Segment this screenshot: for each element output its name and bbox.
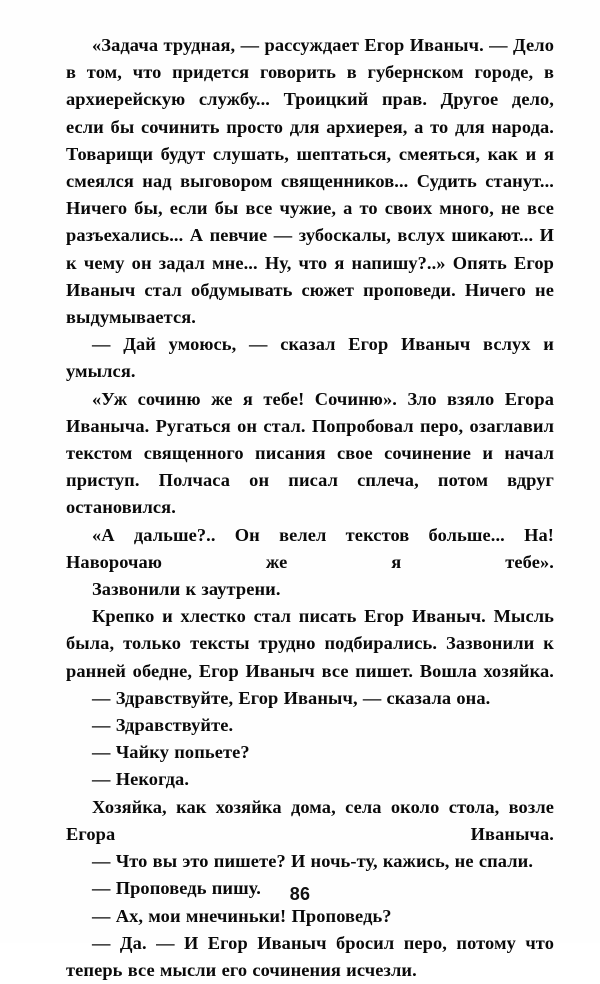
paragraph-9: — Чайку попьете? [92,742,250,763]
page-number: 86 [289,884,311,904]
paragraph-1: «Задача трудная, — рассуждает Егор Иваныч. — Дело в том, что придется говорить в губернском городе, в архиерейскую службу... Троицкий прав. Другое дело, если бы сочинить просто для архиерея, а то для народа. Товарищи будут слушать, шептаться, смеяться, как и я смеялся над выговором священников... Судить станут... Ничего бы, если бы все чужие, а то своих много, не все разъехались... А певчие — зубоскалы, вслух шикают... И к чему он задал мне... Ну, что я напишу?..» Опять Егор Иваныч стал обдумывать сюжет проповеди. Ничего не выдумывается. [66,35,554,328]
paragraph-12: — Что вы это пишете? И ночь-ту, кажись, не спали. [92,851,534,872]
paragraph-4: «А дальше?.. Он велел текстов больше... На! Наворочаю же я тебе». [66,524,554,572]
paragraph-2: — Дай умоюсь, — сказал Егор Иваныч вслух и умылся. [66,334,554,382]
page-text-column [66,32,554,984]
paragraph-7: — Здравствуйте, Егор Иваныч, — сказала она. [92,687,491,708]
paragraph-8: — Здравствуйте. [92,715,234,736]
paragraph-6: Крепко и хлестко стал писать Егор Иваныч. Мысль была, только тексты трудно подбирались. Зазвонили к ранней обедне, Егор Иваныч все пишет. Вошла хозяйка. [66,606,554,681]
paragraph-15: — Да. — И Егор Иваныч бросил перо, потому что теперь все мысли его сочинения исчезли. [66,932,554,980]
paragraph-10: — Некогда. [92,769,190,790]
paragraph-3: «Уж сочиню же я тебе! Сочиню». Зло взяло Егора Иваныча. Ругаться он стал. Попробовал перо, озаглавил текстом священного писания свое сочинение и начал приступ. Полчаса он писал сплеча, потом вдруг остановился. [66,388,554,518]
paragraph-11: Хозяйка, как хозяйка дома, села около стола, возле Егора Иваныча. [66,796,554,844]
paragraph-5: Зазвонили к заутрени. [92,579,281,600]
paragraph-14: — Ах, мои мнечиньки! Проповедь? [92,905,392,926]
paragraph-13: — Проповедь пишу. [92,878,261,899]
